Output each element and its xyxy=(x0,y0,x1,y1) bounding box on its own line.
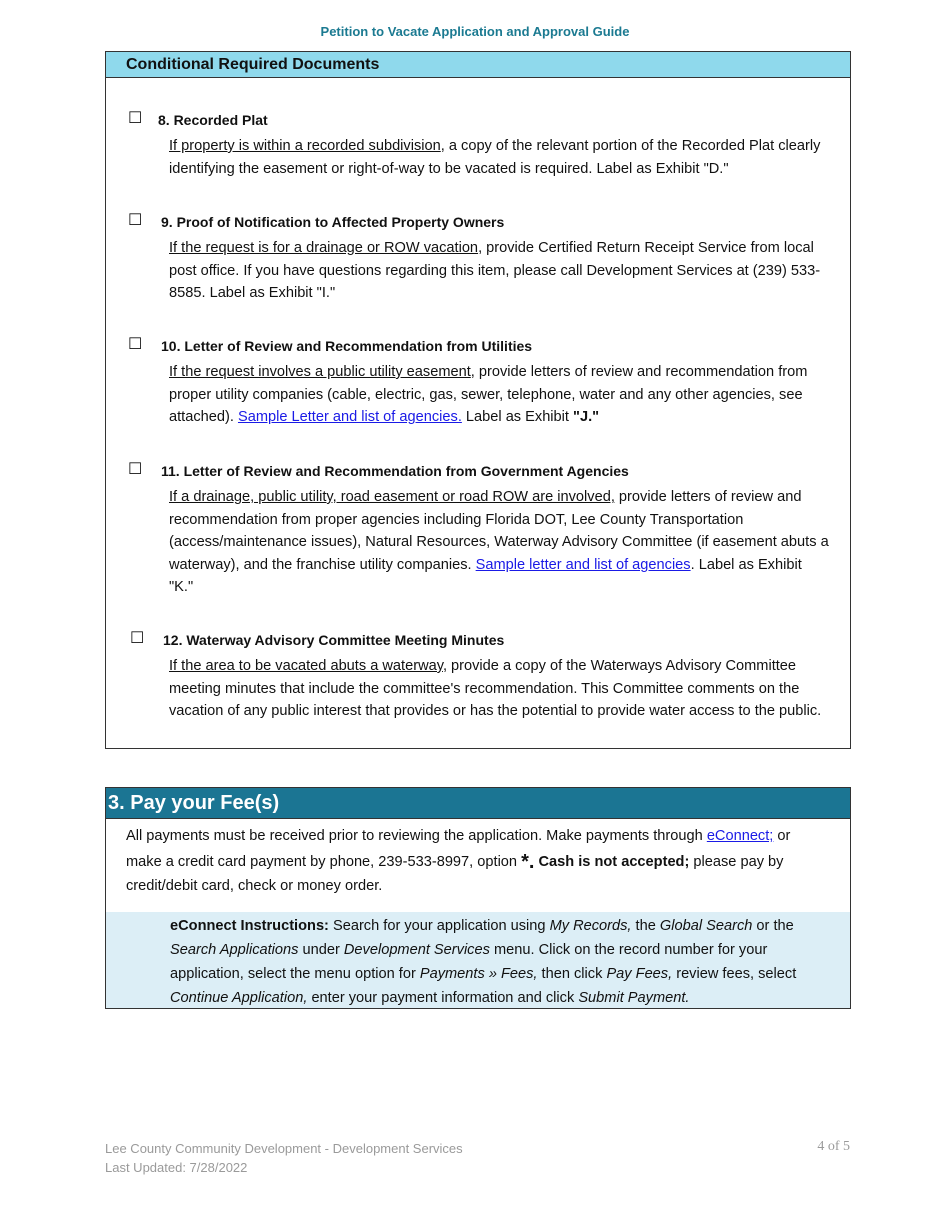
option-star: *. xyxy=(521,851,535,873)
item-body xyxy=(169,237,829,305)
instr-term: Payments » Fees, xyxy=(419,966,538,982)
instructions-label: eConnect Instructions: xyxy=(170,918,329,934)
footer-info xyxy=(105,1139,463,1177)
conditional-documents-section xyxy=(105,51,851,749)
pay-fees-body xyxy=(126,824,826,898)
instr-term: Continue Application, xyxy=(170,990,308,1006)
fee-text: please pay by credit/debit card, check or money order. xyxy=(126,854,784,894)
item-condition: If the request is for a drainage or ROW vacation xyxy=(169,240,479,256)
item-condition: If a drainage, public utility, road easement or road ROW are involved, xyxy=(169,489,615,505)
footer-organization: Lee County Community Development - Development Services xyxy=(105,1141,463,1156)
instr-text: then click xyxy=(537,966,607,982)
instr-text: the xyxy=(631,918,660,934)
checkbox-icon[interactable]: ☐ xyxy=(128,336,143,353)
instr-term: Submit Payment. xyxy=(578,990,690,1006)
page-number: 4 of 5 xyxy=(817,1139,850,1154)
item-text: provide letters of review and recommendation from proper agencies including Florida DOT, Lee County Transportation (access/maintenance issues), Natural Resources, Waterway Advisory Committee (if easement abuts a waterway), and the franchise utility companies. xyxy=(169,489,829,573)
checkbox-icon[interactable]: ☐ xyxy=(128,461,143,478)
econnect-link[interactable]: eConnect; xyxy=(706,828,774,844)
item-title: 9. Proof of Notification to Affected Property Owners xyxy=(161,214,505,230)
conditional-documents-heading: Conditional Required Documents xyxy=(106,52,850,78)
item-title: 8. Recorded Plat xyxy=(158,112,268,128)
item-condition: If the request involves a public utility easement xyxy=(169,364,471,380)
item-title: 12. Waterway Advisory Committee Meeting Minutes xyxy=(163,632,505,648)
instr-text: or the xyxy=(752,918,794,934)
item-title: 10. Letter of Review and Recommendation from Utilities xyxy=(161,338,533,354)
item-body xyxy=(169,486,829,599)
item-condition: If property is within a recorded subdivision xyxy=(169,138,441,154)
instr-term: Development Services xyxy=(343,942,490,958)
item-text: , provide Certified Return Receipt Service from local post office. If you have questions regarding this item, please call Development Services at (239) 533-8585. Label as Exhibit "I." xyxy=(169,240,821,302)
item-text-after: Label as Exhibit xyxy=(461,409,574,426)
instr-term: My Records, xyxy=(549,918,632,934)
item-body xyxy=(169,361,829,429)
item-condition: If the area to be vacated abuts a waterway xyxy=(169,658,443,674)
item-text: , provide letters of review and recommendation from proper utility companies (cable, electric, gas, sewer, telephone, water and any other agencies, see attached). xyxy=(169,364,808,426)
instr-term: Search Applications xyxy=(170,942,299,958)
econnect-instructions-panel xyxy=(106,912,850,1008)
pay-fees-heading: 3. Pay your Fee(s) xyxy=(106,788,850,819)
instr-text: Search for your application using xyxy=(328,918,550,934)
item-body xyxy=(169,135,829,180)
footer-last-updated: Last Updated: 7/28/2022 xyxy=(105,1160,248,1175)
pay-fees-section xyxy=(105,787,851,1009)
checkbox-icon[interactable]: ☐ xyxy=(128,110,143,127)
item-text: , a copy of the relevant portion of the Recorded Plat clearly identifying the easement or right-of-way to be vacated is required. Label as Exhibit "D." xyxy=(169,138,821,177)
econnect-instructions-text xyxy=(170,914,830,1010)
checkbox-icon[interactable]: ☐ xyxy=(130,630,145,647)
item-text-after: . Label as Exhibit "K." xyxy=(169,556,802,596)
instr-term: Global Search xyxy=(659,918,753,934)
fee-text: All payments must be received prior to reviewing the application. Make payments through xyxy=(126,828,707,844)
item-title: 11. Letter of Review and Recommendation from Government Agencies xyxy=(161,463,629,479)
fee-text: or make a credit card payment by phone, 239-533-8997, option xyxy=(126,828,791,870)
item-body xyxy=(169,655,829,723)
instr-term: Pay Fees, xyxy=(606,966,673,982)
cash-not-accepted: Cash is not accepted; xyxy=(534,854,690,870)
instr-text: under xyxy=(298,942,344,958)
item-text: , provide a copy of the Waterways Advisory Committee meeting minutes that include the committee's recommendation. This Committee comments on the vacation of any public interest that provides or has the potential to provide water access to the public. xyxy=(169,658,822,720)
exhibit-label: "J." xyxy=(573,409,600,426)
sample-letter-link[interactable]: Sample Letter and list of agencies. xyxy=(237,409,462,426)
instr-text: review fees, select xyxy=(672,966,797,982)
instr-text: menu. Click on the record number for your application, select the menu option for xyxy=(170,942,768,982)
sample-letter-link[interactable]: Sample letter and list of agencies xyxy=(475,556,691,573)
document-header-title: Petition to Vacate Application and Approval Guide xyxy=(320,24,630,39)
checkbox-icon[interactable]: ☐ xyxy=(128,212,143,229)
instr-text: enter your payment information and click xyxy=(307,990,579,1006)
